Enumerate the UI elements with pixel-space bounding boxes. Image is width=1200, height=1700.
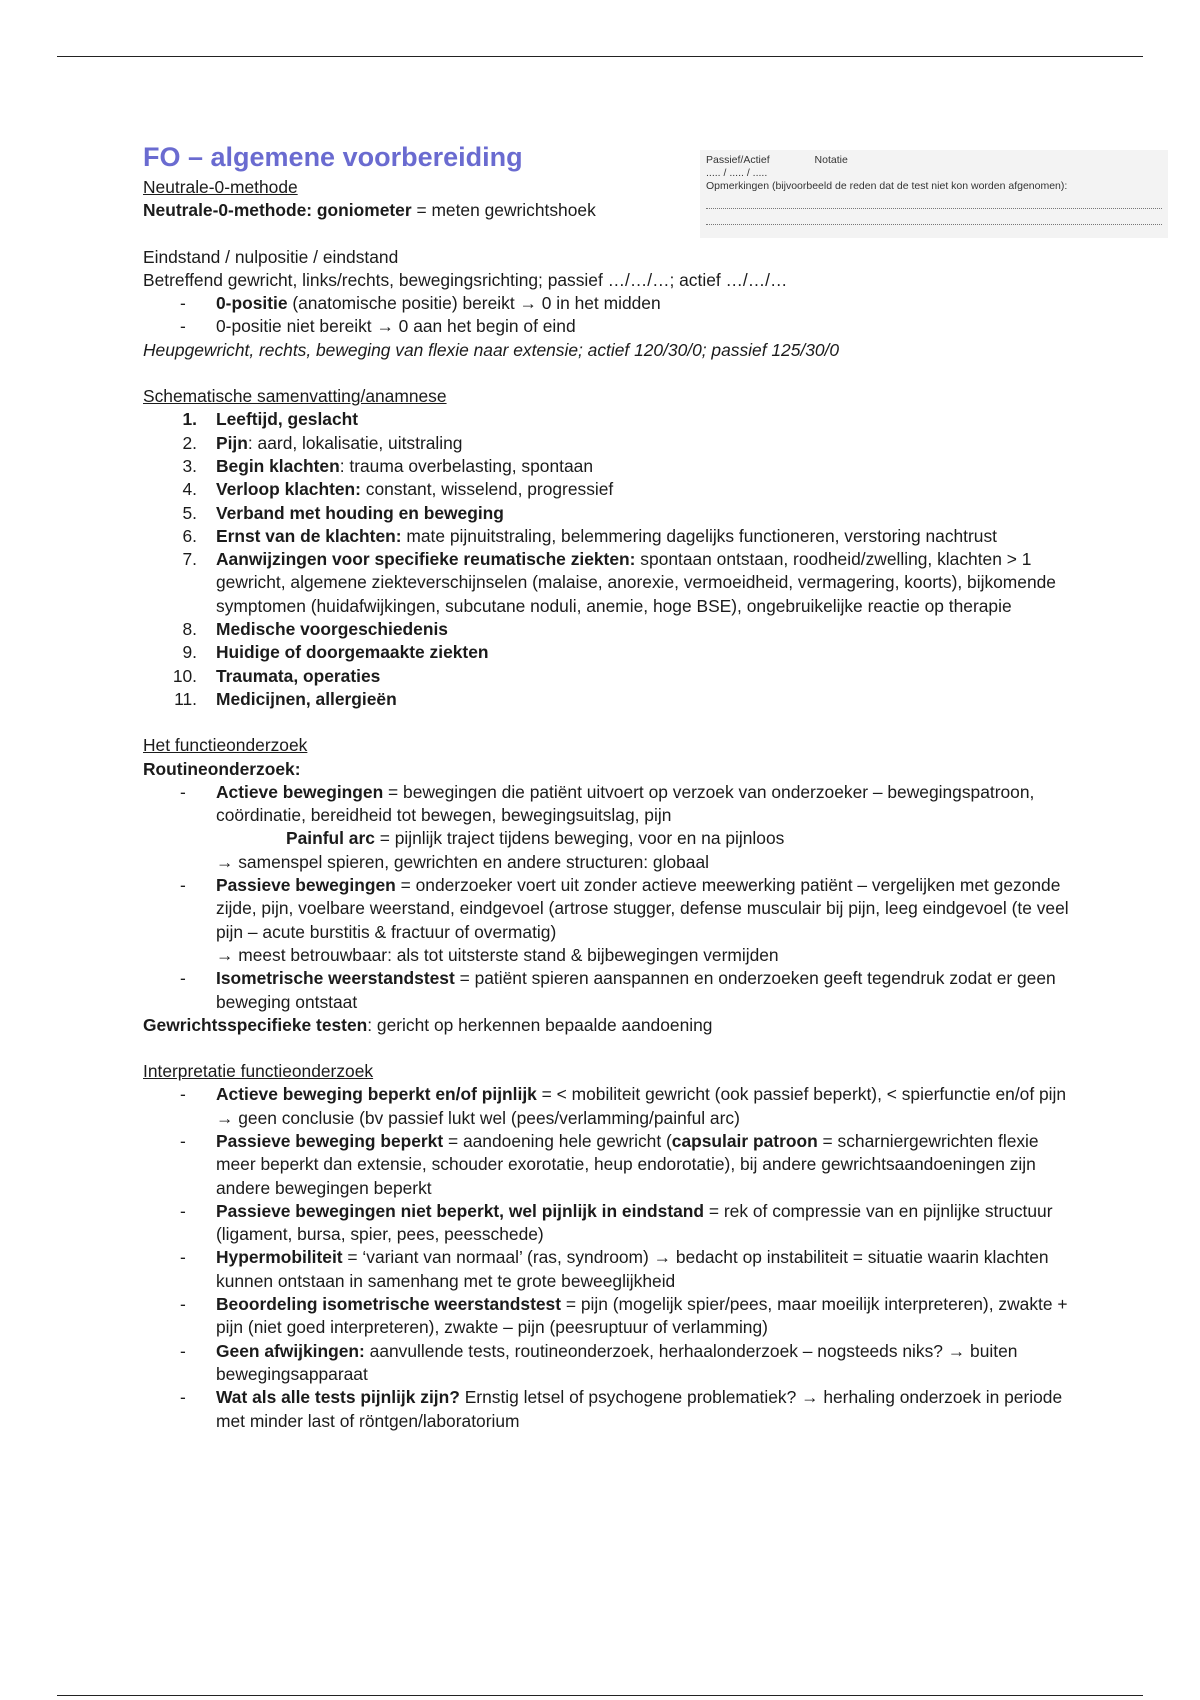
item-arrow-note: → meest betrouwbaar: als tot uitsterste stand & bijbewegingen vermijden (216, 944, 779, 965)
item-text: = pijnlijk traject tijdens beweging, voor en na pijnloos (374, 828, 785, 849)
item-text: constant, wisselend, progressief (360, 479, 614, 500)
subtitle: Neutrale-0-methode (143, 177, 298, 197)
item-text: = bewegingen die patiënt uitvoert op verzoek van onderzoeker – bewegingspatroon, coördinatie, bereidheid tot bewegen, bewegingsuitslag, pijn (216, 781, 1035, 826)
item-term: Traumata, operaties (216, 665, 381, 686)
item-term: Passieve bewegingen (216, 875, 396, 896)
item-term: Passieve beweging beperkt (216, 1130, 444, 1151)
notation-col-passief-actief: Passief/Actief (706, 154, 770, 166)
item-term: Beoordeling isometrische weerstandstest (216, 1294, 562, 1315)
item-term: Aanwijzingen voor specifieke reumatische ziekten: (216, 549, 636, 570)
item-term: Leeftijd, geslacht (216, 409, 359, 430)
eindstand-heading: Eindstand / nulpositie / eindstand (143, 246, 399, 267)
item-number: 7. (182, 549, 197, 570)
item-text: spontaan ontstaan, roodheid/zwelling, klachten > 1 gewricht, algemene ziekteverschijnselen (malaise, anorexie, vermoeidheid, vermagering, koorts), bijkomende symptomen (huidafwijkingen, subcutane noduli, anemie, hoge BSE), ongebruikelijke reactie op therapie (216, 549, 1056, 616)
anamnese-list (143, 408, 1083, 711)
item-text: = aandoening hele gewricht ( (443, 1130, 672, 1151)
item-term: Medische voorgeschiedenis (216, 619, 448, 640)
eindstand-list (143, 292, 1083, 339)
list-item (143, 525, 1083, 548)
item-text: 0-positie niet bereikt → 0 aan het begin of eind (216, 316, 576, 337)
functieonderzoek-heading: Het functieonderzoek (143, 735, 308, 756)
top-rule (57, 56, 1143, 57)
list-item (143, 688, 1083, 711)
list-item (143, 874, 1083, 967)
item-number: 1. (182, 409, 197, 430)
list-item (143, 432, 1083, 455)
item-number: 9. (182, 642, 197, 663)
item-term: Actieve bewegingen (216, 781, 384, 802)
list-item (143, 1340, 1083, 1387)
list-item (143, 408, 1083, 431)
item-text: = onderzoeker voert uit zonder actieve meewerking patiënt – vergelijken met gezonde zijde, pijn, voelbare weerstand, eindgevoel (artrose stugger, defense musculair bij pijn, leeg eindgevoel (te veel pijn – acute burstitis & fractuur of overmatig) (216, 875, 1069, 942)
item-term: Medicijnen, allergieën (216, 688, 397, 709)
item-term: Actieve beweging beperkt en/of pijnlijk (216, 1084, 537, 1105)
goniometer-def: = meten gewrichtshoek (411, 200, 596, 221)
item-term: Painful arc (286, 828, 375, 849)
item-term: Verloop klachten: (216, 479, 361, 500)
item-text: = scharniergewrichten flexie meer beperkt dan extensie, schouder exorotatie, heup endorotatie), bij andere gewrichtsaandoeningen zijn andere bewegingen beperkt (216, 1130, 1039, 1198)
item-term: Huidige of doorgemaakte ziekten (216, 642, 489, 663)
item-term: Hypermobiliteit (216, 1247, 343, 1268)
list-item (143, 1130, 1083, 1200)
notation-remarks: Opmerkingen (bijvoorbeeld de reden dat de test niet kon worden afgenomen): (706, 180, 1068, 192)
painful-arc-line (216, 827, 1083, 850)
item-text: Ernstig letsel of psychogene problematiek? → herhaling onderzoek in periode met minder last of röntgen/laboratorium (216, 1387, 1063, 1431)
item-term: Begin klachten (216, 455, 340, 476)
item-term: capsulair patroon (671, 1130, 818, 1151)
list-item (143, 315, 1083, 338)
list-item (143, 548, 1083, 618)
bottom-rule (57, 1695, 1143, 1696)
list-item (143, 455, 1083, 478)
item-term: Gewrichtsspecifieke testen (143, 1014, 368, 1035)
list-item (143, 1386, 1083, 1433)
item-text: mate pijnuitstraling, belemmering dagelijks functioneren, verstoring nachtrust (401, 525, 998, 546)
list-item (143, 1083, 1083, 1130)
interpretatie-heading: Interpretatie functieonderzoek (143, 1061, 374, 1082)
item-number: 11. (174, 688, 197, 709)
item-term: Passieve bewegingen niet beperkt, wel pijnlijk in eindstand (216, 1200, 705, 1221)
list-item (143, 478, 1083, 501)
item-term: Geen afwijkingen: (216, 1340, 365, 1361)
item-text: = rek of compressie van en pijnlijke structuur (ligament, bursa, spier, pees, peesschede) (216, 1200, 1053, 1245)
list-item (143, 1200, 1083, 1247)
eindstand-example: Heupgewricht, rechts, beweging van flexie naar extensie; actief 120/30/0; passief 125/30/0 (143, 339, 840, 360)
list-item (143, 292, 1083, 315)
notation-pattern: ..... / ..... / ..... (706, 167, 768, 179)
goniometer-term: Neutrale-0-methode: goniometer (143, 200, 412, 221)
goniometer-line (143, 199, 1083, 222)
item-term: Pijn (216, 432, 248, 453)
page-title: FO – algemene voorbereiding (143, 142, 523, 172)
item-text: = pijn (mogelijk spier/pees, maar moeilijk interpreteren), zwakte + pijn (niet goed interpreteren), zwakte – pijn (peesruptuur of verlamming) (216, 1294, 1068, 1338)
item-text: (anatomische positie) bereikt → 0 in het midden (287, 293, 661, 314)
item-number: 3. (182, 455, 197, 476)
item-term: Verband met houding en beweging (216, 502, 504, 523)
list-item (143, 665, 1083, 688)
list-item (143, 967, 1083, 1014)
routine-list (143, 781, 1083, 1014)
item-number: 5. (182, 502, 197, 523)
list-item (143, 781, 1083, 874)
item-term: Ernst van de klachten: (216, 525, 402, 546)
item-text: = < mobiliteit gewricht (ook passief beperkt), < spierfunctie en/of pijn → geen conclusie (bv passief lukt wel (pees/verlamming/painful arc) (216, 1084, 1067, 1128)
notation-col-notatie: Notatie (814, 154, 848, 166)
item-text: aanvullende tests, routineonderzoek, herhaalonderzoek – nogsteeds niks? → buiten bewegingsapparaat (216, 1340, 1018, 1384)
routineonderzoek-heading: Routineonderzoek: (143, 758, 301, 779)
item-number: 6. (182, 525, 197, 546)
item-number: 8. (182, 619, 197, 640)
gewrichtsspecifieke-line (143, 1014, 1083, 1037)
item-number: 10. (172, 665, 197, 686)
item-text: : gericht op herkennen bepaalde aandoening (367, 1014, 713, 1035)
item-text: : trauma overbelasting, spontaan (339, 455, 593, 476)
list-item (143, 1293, 1083, 1340)
item-text: = ‘variant van normaal’ (ras, syndroom) → bedacht op instabiliteit = situatie waarin klachten kunnen ontstaan in samenhang met te grote beweeglijkheid (216, 1247, 1049, 1291)
interpretatie-list (143, 1083, 1083, 1432)
list-item (143, 1246, 1083, 1293)
list-item (143, 641, 1083, 664)
item-number: 4. (182, 479, 197, 500)
item-arrow-note: → samenspel spieren, gewrichten en andere structuren: globaal (216, 851, 710, 872)
anamnese-heading: Schematische samenvatting/anamnese (143, 386, 447, 407)
eindstand-desc: Betreffend gewricht, links/rechts, bewegingsrichting; passief …/…/…; actief …/…/… (143, 269, 788, 290)
list-item (143, 618, 1083, 641)
item-term: Isometrische weerstandstest (216, 968, 455, 989)
item-term: 0-positie (216, 293, 288, 314)
item-text: = patiënt spieren aanspannen en onderzoeken geeft tegendruk zodat er geen beweging ontstaat (216, 968, 1056, 1012)
item-number: 2. (182, 432, 197, 453)
item-text: : aard, lokalisatie, uitstraling (247, 432, 463, 453)
list-item (143, 502, 1083, 525)
document-body (143, 140, 1083, 1433)
item-term: Wat als alle tests pijnlijk zijn? (216, 1387, 460, 1408)
